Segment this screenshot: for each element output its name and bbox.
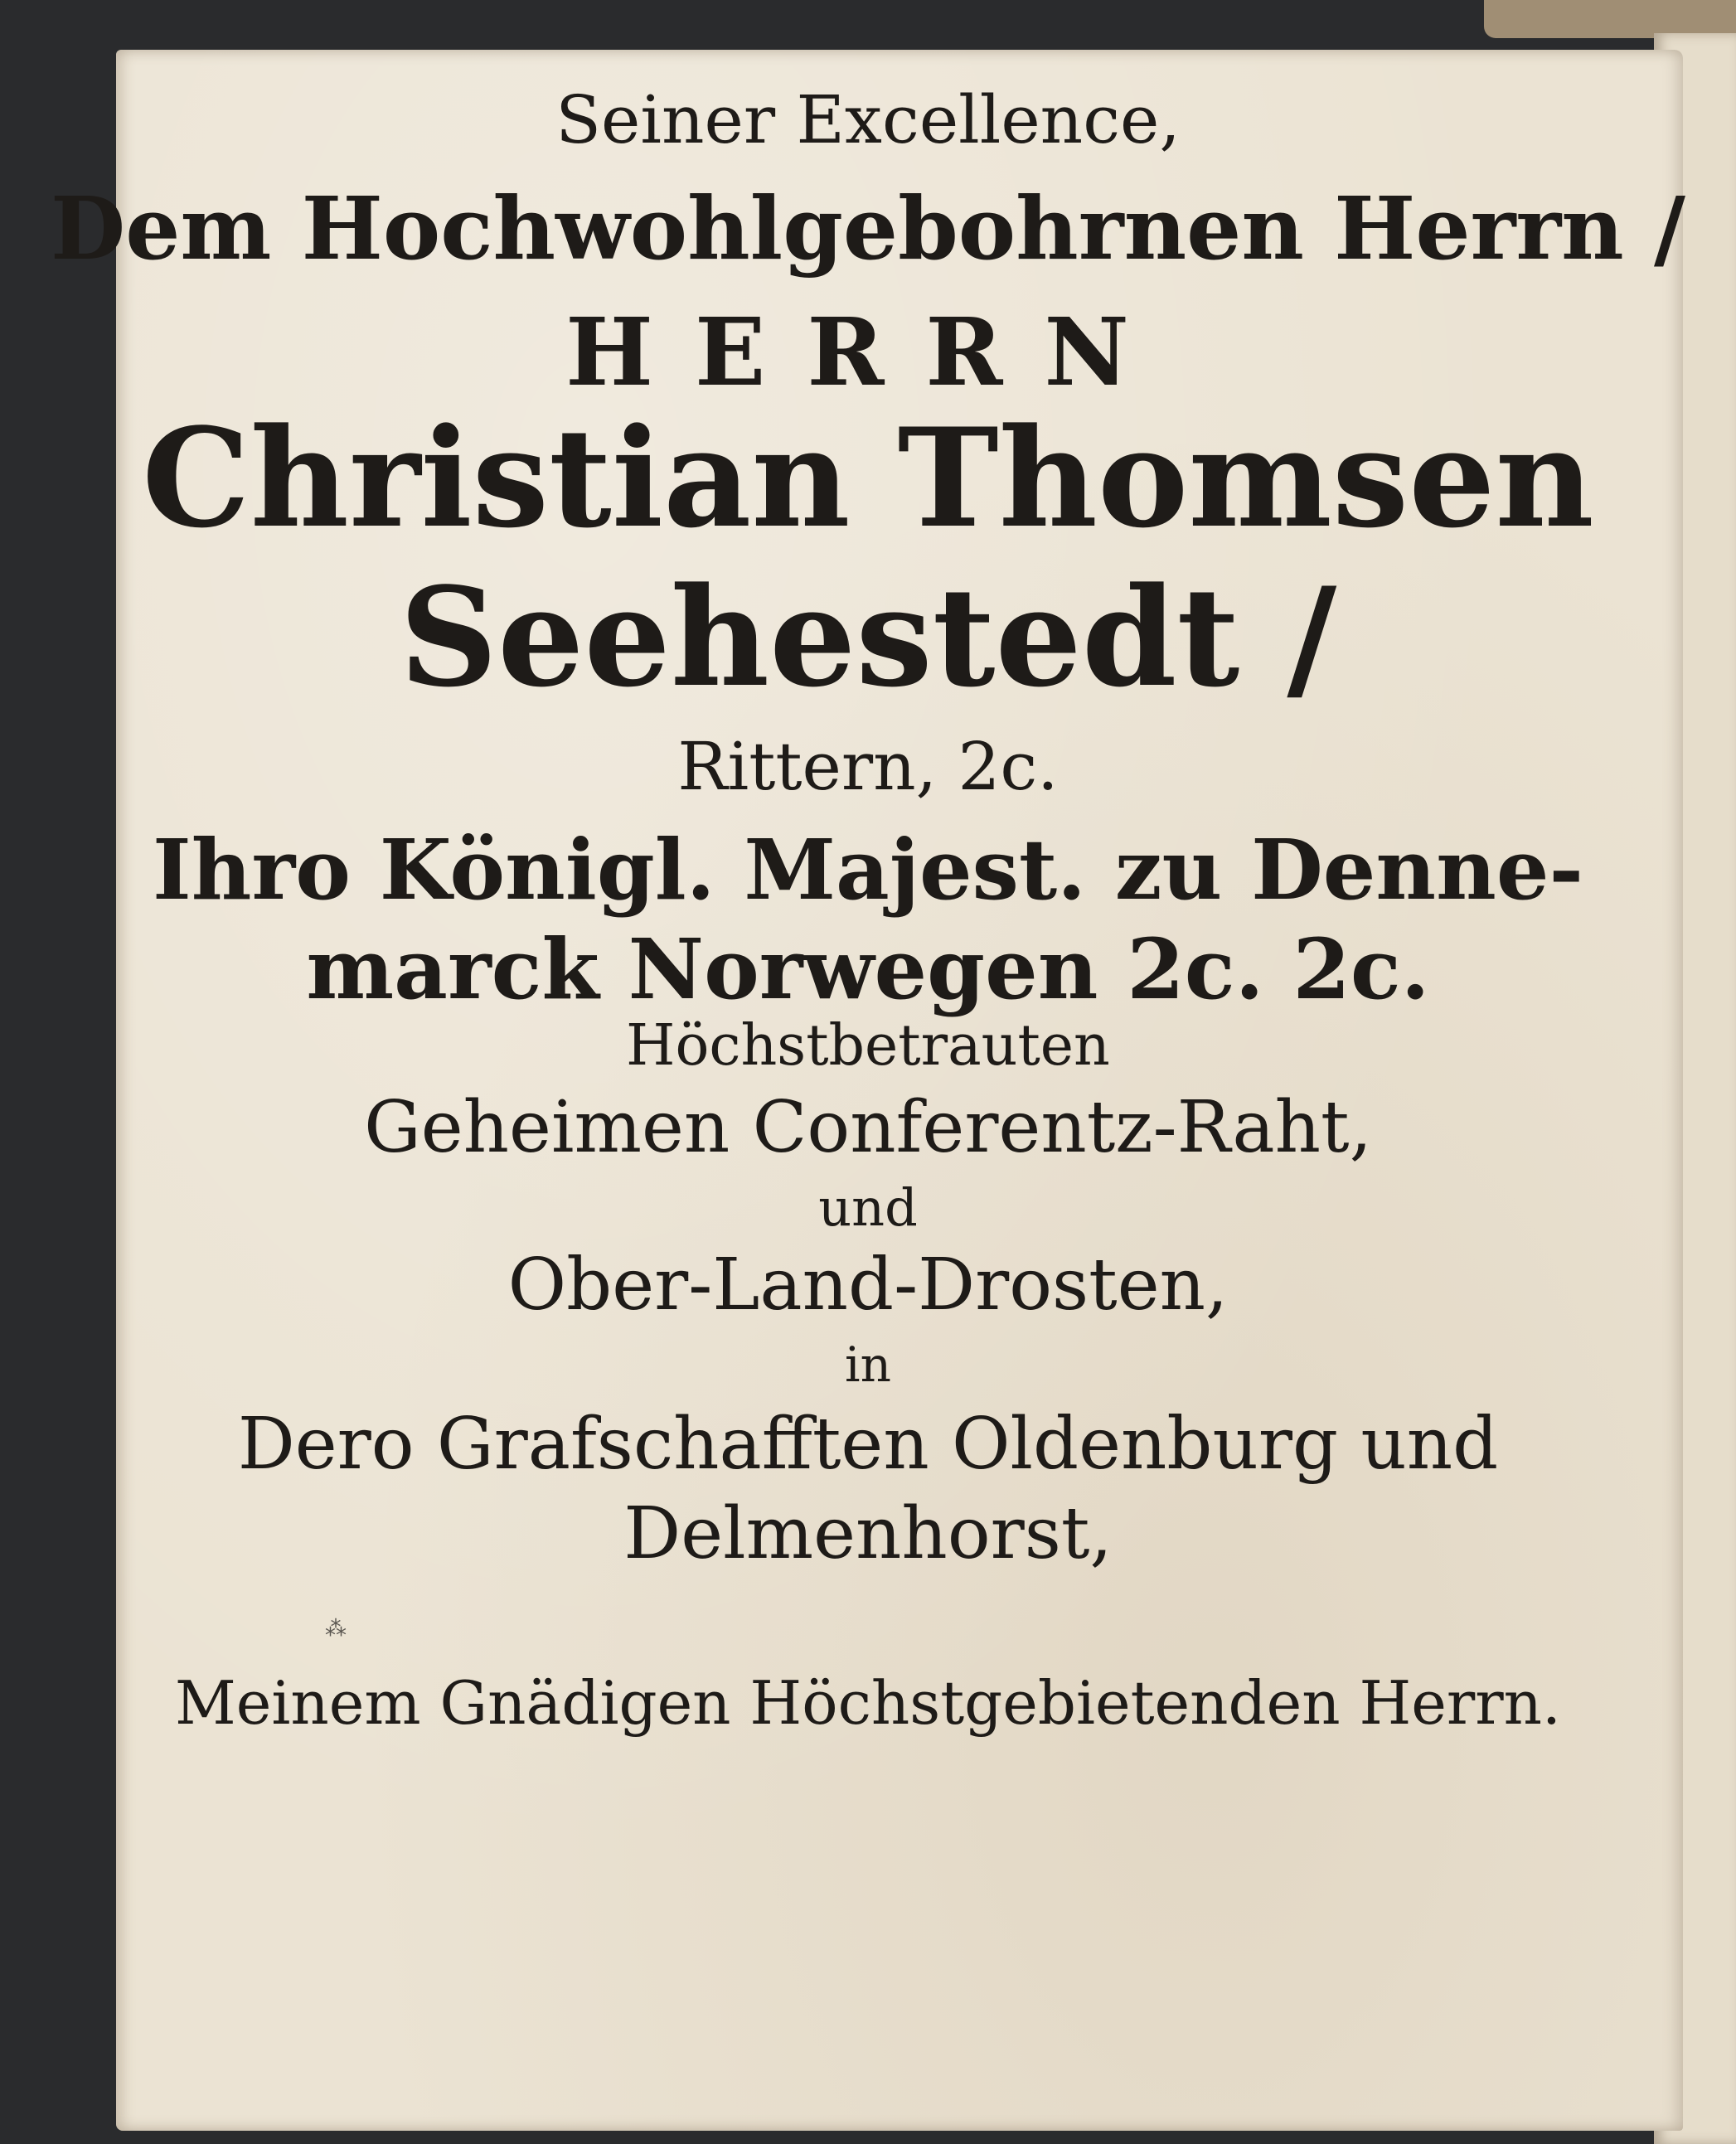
royal-title-line-2: marck Norwegen 2c. 2c. [306, 920, 1430, 1018]
royal-title-line-1: Ihro Königl. Majest. zu Denne- [153, 821, 1583, 919]
office-council: Geheimen Conferentz-Raht, [364, 1086, 1372, 1169]
dedication-excellence: Seiner Excellence, [555, 81, 1181, 158]
office-drost: Ober-Land-Drosten, [507, 1244, 1229, 1327]
recipient-given-name: Christian Thomsen [142, 398, 1594, 558]
office-qualifier: Höchstbetrauten [626, 1013, 1110, 1079]
conjunction-und: und [818, 1177, 918, 1238]
territory-line-1: Dero Grafschafften Oldenburg und [237, 1403, 1499, 1486]
territory-line-2: Delmenhorst, [623, 1492, 1113, 1575]
dedication-herrn: HERRN [565, 298, 1171, 407]
dedication-honorific: Dem Hochwohlgebohrnen Herrn / [51, 177, 1685, 279]
closing-address: Meinem Gnädigen Höchstgebietenden Herrn. [175, 1668, 1561, 1738]
preposition-in: in [845, 1336, 891, 1393]
ink-smudge: ⁂ [325, 1617, 347, 1642]
recipient-rank: Rittern, 2c. [677, 728, 1059, 805]
recipient-surname: Seehestedt / [399, 557, 1337, 717]
